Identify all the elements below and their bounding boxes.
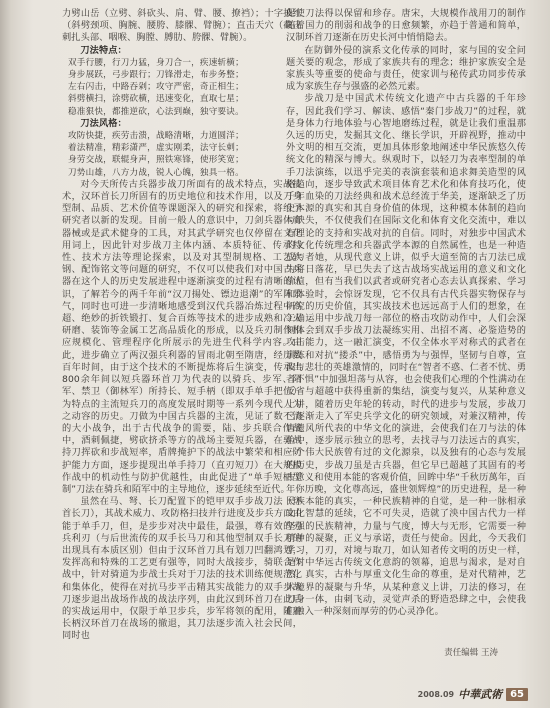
verse-line: 着法精准，精彩潇严，虚实刚柔，法守长刺；: [68, 143, 244, 154]
verse-line: 稳准狠快，都推逆砍，心法到巅，独守要诀。: [68, 106, 244, 117]
verse-techniques: [62, 57, 302, 118]
body-paragraph: 步战刀是中国武术传统文化遗产中古兵器的千年珍存，因此我们学习、解读、感悟“秦门步战刀”的过程，就是身体力行地体验与心智地磨练过程，就是让我们重温那久远的历史，发掘其文化、继长学识，开辟视野，推动中外文明的相互交流，更加具体形象地阐述中华民族悠久传统文化的精深与博大。纵观时下，以轻刀为表率型制的单手刀法演练，以迅乎完美的表演套装和追求舞美造型的风格趋向，逐步导致武术项目体育艺术化和体育技巧化，使千年血染的刀法经典和战术总经流于华美，逐渐缺乏了历史本源的真实和其自身价值的体现，这种模本体制的趋向与缺失，不仅使我们在国际文化和体育文化交流中，难以有理论的支持和实战对抗的自信。同时，对独步中国武术的文化传统理念和兵器武学本源的自然属性，也是一种造成与者她，从现代意义上讲，似乎大道至简的古刀法已成为将日落花，早已失去了这古战场实战运用的意义和文化价值，但有当我们以武者或研究者心态去认真探索、学习和体验时，会惊讶发现，它不仅具有古代兵器实物保存与研究的历史价值，其实战技术也远远高于人们的想象，在工确运用中步战刀每一部位的格击攻防动作中，人们会深刻体会到双手步战刀法凝练实用、出招不离、必鉴造势的攻击能力，这一融汇演变，不仅全体水平对称式的武者在训练和对抗“搂杀”中，感悟勇为与强悍，坚韧与自尊，宣波与悲壮的英雄激情的，同时在“智者不惑、仁者不忧、勇者不惧”中加强坦荡与从容，也会使我们心理的个性满动在反省与超越中获得重新的集结，演变与复兴，从某种意义上讲，随着历史年轮的转动，时代的进步与发展，步战刀已逐渐走入了军史兵学文化的研究领域，对兼汉精神，传唐遗风所代表的中华文化的演进，会使我们在刀与法的体验中，逐步展示独立的思考，去找寻与刀法远古的真实，一个伟大民族曾有过的文化源泉，以及独有的心态与发展的历史，步战刀虽是古兵器，但它早已超越了其固有的考古意义和使用本能的客观价值，回眸中华“千秋历萬年，百年你历晚，文化尊高远，盛世领辉煌”的历史进程，是一种民族本能的真实，一种民族精神的自觉，是一种一脉相承文化智慧的延续，它不可失灵，造就了泱中国古代力一样坚强的民族精神，力量与气度，博大与无形，它需要一种精神的凝聚，正义与承诺，责任与使命。因此，今天我们学习，刀刃，对境与取刀，如认知者传文明的历史一样，是对中华远古传统文化意韵的领幕，追思与渴求，是对自然，真实，古朴与厚重文化生命的尊重，是对代精神，艺术境界的凝聚与升华，从某种意义上讲，刀法的修习，在刀身一体，由刺飞动，灵觉声杀的野造恐肆之中，会使我们融入一种深刻而厚劳的仍心灵净化。: [286, 93, 526, 617]
body-paragraph: 在防御外侵的演系文化传承的同时，家与国的安全问题关要的观念，形成了家族共有的理念；维护家族安全是家族头等重要的使命与责任，使家训与秘传武功同步传承成为家族生存与强盛的必然元素。: [286, 44, 526, 93]
heading-style: 刀法风格：: [80, 117, 127, 129]
verse-style: [62, 130, 302, 179]
issue-date: 2008.09: [417, 689, 455, 699]
verse-line: 左右闪击，中路吞剁；攻守严密，奇正相生；: [68, 82, 244, 93]
body-paragraph: 虽然在马、弩、长刀配置下的铠甲双手步战刀法（环首长刀），其战术威力、攻防格扫技并行进度及步兵方面由能于单手刀，但，是步步对决中最佳，最强，尊有效的刃兵利刃（与后世流传的双手长马刀和其他型制双手长刀的出现具有本质区别）但由于汉环首刀具有划刀凹翻鸿划，发挥高和特殊的工艺更有强等，同时大战接步，骑联合作战中，针对骑道为步战士兵对于刀法的技术训练便规范化和集体化，使得在对抗马步平击精其实战能力的双手步战刀逐步退出战场作战的战法序列，由此汉到环首刀在此后的实战运用中，仅限于单卫步兵，步军将领的配用，随着长柄汉环首刀在战场的撤退，其刀法逐步流入社会民间，同时也: [62, 496, 302, 642]
verse-line: 身劳交战，联辊身声，照铁寒锋，使形笑宽；: [68, 155, 244, 166]
binding-shadow: [0, 0, 14, 708]
body-paragraph: 对今天所传古兵器步战刀所面有的战术特点，实战技术，汉环首长刀所固有的历史地位和技术作用，以及刀身型制、品质、艺术价值等课题深入的研究和探索，将给予研究者以新的发现。目前一般人的意识中，刀剑兵器体育器械或是武术健身的工具，对其武学研究也仅停留在文化用词上，因此针对步战刀主体内涵、本质特征、传承特性、技术方法等理论探索，以及对其型制规格、工艺软钢、配饰铭文等问题的研究，不仅可以使我们对中国古兵器在这个人的历史发展进程中逐渐演变的过程有清晰的认识，了解若今的两千年前“汉刀揚处、镖边退潮”的军阵景气，同时也可进一步清晰地感受到汉代兵器冶炼过程中高超、绝妙的折铁锻打、复合百炼等技术的进步成熟和冷火研磨、装饰等金属工艺高品质化的形成，以及兵刃制作相应规模化、管理程序化所展示的先进生代科学内容。由此，进步确立了两汉强兵利器的冒雨北朝至隋唐，经历数百年时间，由于这个技术的不断提炼将后生演变，传承出800余年间以短兵器环首刀为代表的以骑兵、步军、陌军、禁卫（御林军）所持长、短手柄（即双手单手把位）为特点的主流短兵刀的高度发展时期等一系列今现代人为之动容的历史。刀做为中国古兵器的主流，见证了数不清的大小战争，出于古代战争的需要，陆、步兵联合作战中，酒刺佩捷，劈砍挤杀等方的战场主要短兵器，在骑战持刀挥砍和步战短率，盾牌掩护下的战法中繁荣和相应防护能力方面，逐步提现出单手持刀（直刃短刀）在大规模作战中的机动性与防护优越性，由此促进了“单手短柄型制”刀法在骑兵和陌军中的主导地位，逐步延续至近代。: [62, 178, 302, 495]
intro-paragraph: 力劈山岳（立劈、斜砍头、肩、臂、腰、撩裆）；十字披红（斜劈颈项、胸腕、腰胯、膝髁、臂腕）；直击天穴（截击刺扎头部、咽喉、胸膛、膊肋、胯髁、臂腕）。: [62, 8, 302, 44]
left-column: [62, 8, 302, 643]
right-column: [286, 8, 526, 618]
verse-line: 刀势山雄，八方力战，锐人心魄，独具一格。: [68, 167, 244, 178]
page-footer: [418, 686, 528, 702]
magazine-name: 中華武術: [458, 688, 503, 701]
page-number: 65: [506, 688, 528, 701]
verse-line: 攻防快捷，疾劳击溃，战略清晰，力道圆洋；: [68, 131, 244, 142]
heading-techniques: 刀法特点：: [80, 44, 127, 56]
editor-signature: 责任编辑 王涛: [444, 648, 498, 658]
verse-line: 双手行腰，行刀力猛，身刀合一，疾速斩横；: [68, 57, 244, 68]
verse-line: 斜劈横扫，涂劈砍横，迅速变化，直取七星；: [68, 94, 244, 105]
body-paragraph: 促使刀法得以保留和珍存。唐宋，大规模作战用刀的制作随着国力的削弱和战争的日愈频繁，亦趋于普通和简单，汉制环首刀逐渐在历史长河中悄悄隐去。: [286, 8, 526, 44]
verse-line: 身步展跃，弓步跟行；刀锋滑走，布步务整；: [68, 70, 244, 81]
